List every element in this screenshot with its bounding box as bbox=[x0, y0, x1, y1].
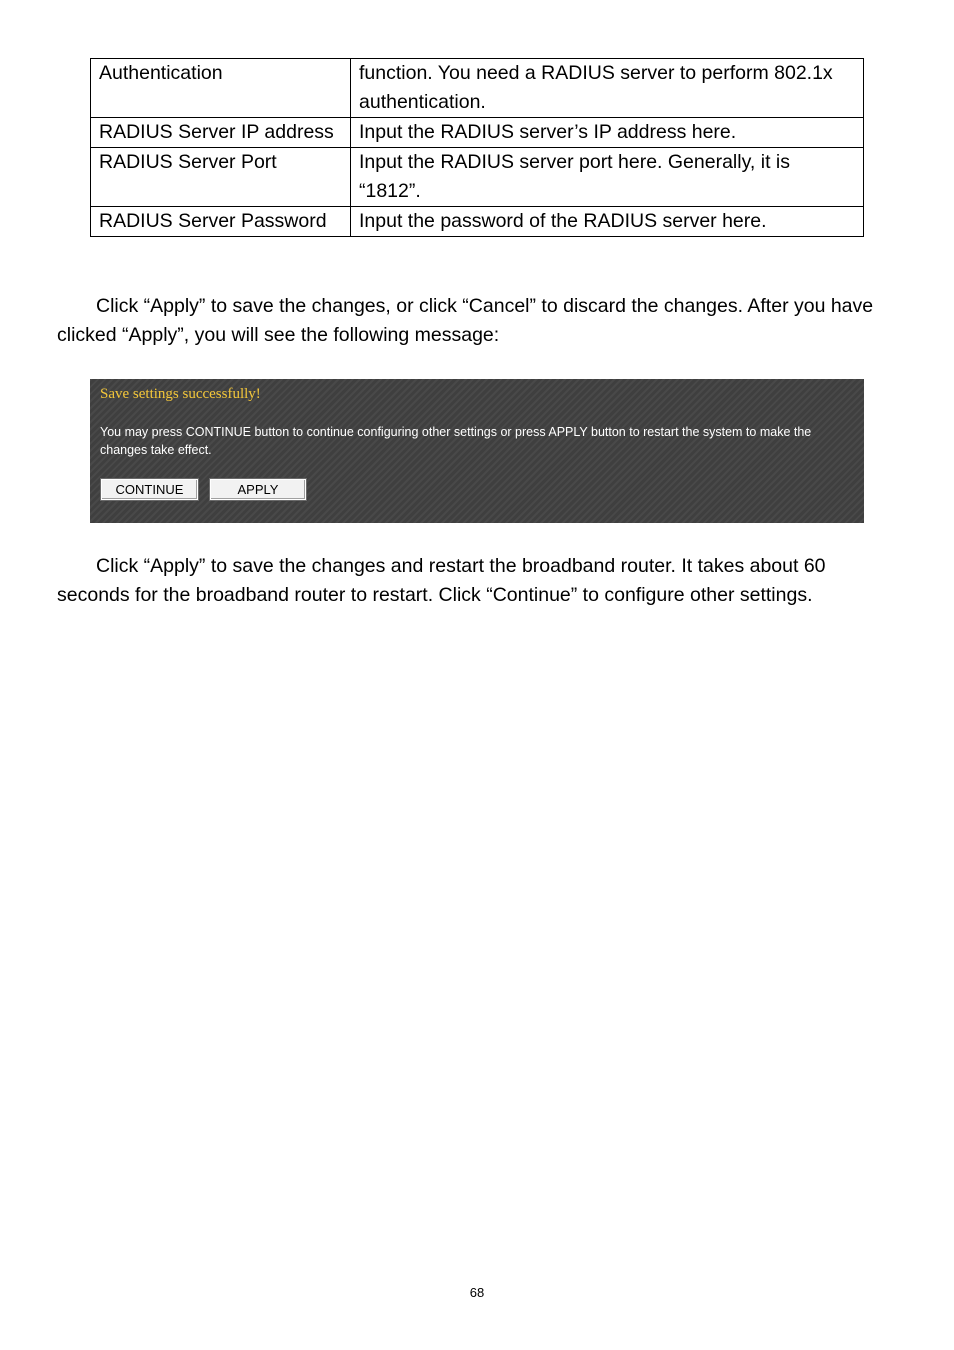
parameter-table bbox=[90, 58, 864, 237]
table-row bbox=[91, 207, 864, 237]
param-description: Input the RADIUS server’s IP address here. bbox=[351, 118, 864, 148]
restart-paragraph bbox=[57, 552, 887, 610]
apply-button[interactable]: APPLY bbox=[210, 479, 306, 500]
param-label: RADIUS Server Password bbox=[91, 207, 351, 237]
instruction-text: Click “Apply” to save the changes, or click “Cancel” to discard the changes. After you have clicked “Apply”, you will see the following message: bbox=[57, 295, 874, 346]
continue-button[interactable]: CONTINUE bbox=[101, 479, 198, 500]
success-title: Save settings successfully! bbox=[100, 386, 261, 402]
param-label: RADIUS Server Port bbox=[91, 148, 351, 207]
table-row bbox=[91, 118, 864, 148]
param-description: Input the password of the RADIUS server here. bbox=[351, 207, 864, 237]
param-description: Input the RADIUS server port here. Generally, it is “1812”. bbox=[351, 148, 864, 207]
instruction-paragraph bbox=[57, 292, 887, 350]
success-message: You may press CONTINUE button to continue configuring other settings or press APPLY button to restart the system to make the changes take effect. bbox=[100, 425, 812, 457]
table-row bbox=[91, 148, 864, 207]
param-description: function. You need a RADIUS server to perform 802.1x authentication. bbox=[351, 59, 864, 118]
restart-text: Click “Apply” to save the changes and restart the broadband router. It takes about 60 seconds for the broadband router to restart. Click “Continue” to configure other settings. bbox=[57, 555, 826, 606]
table-row bbox=[91, 59, 864, 118]
param-label: RADIUS Server IP address bbox=[91, 118, 351, 148]
page-number: 68 bbox=[469, 1285, 485, 1300]
param-label: Authentication bbox=[91, 59, 351, 118]
save-success-screenshot bbox=[90, 379, 864, 523]
